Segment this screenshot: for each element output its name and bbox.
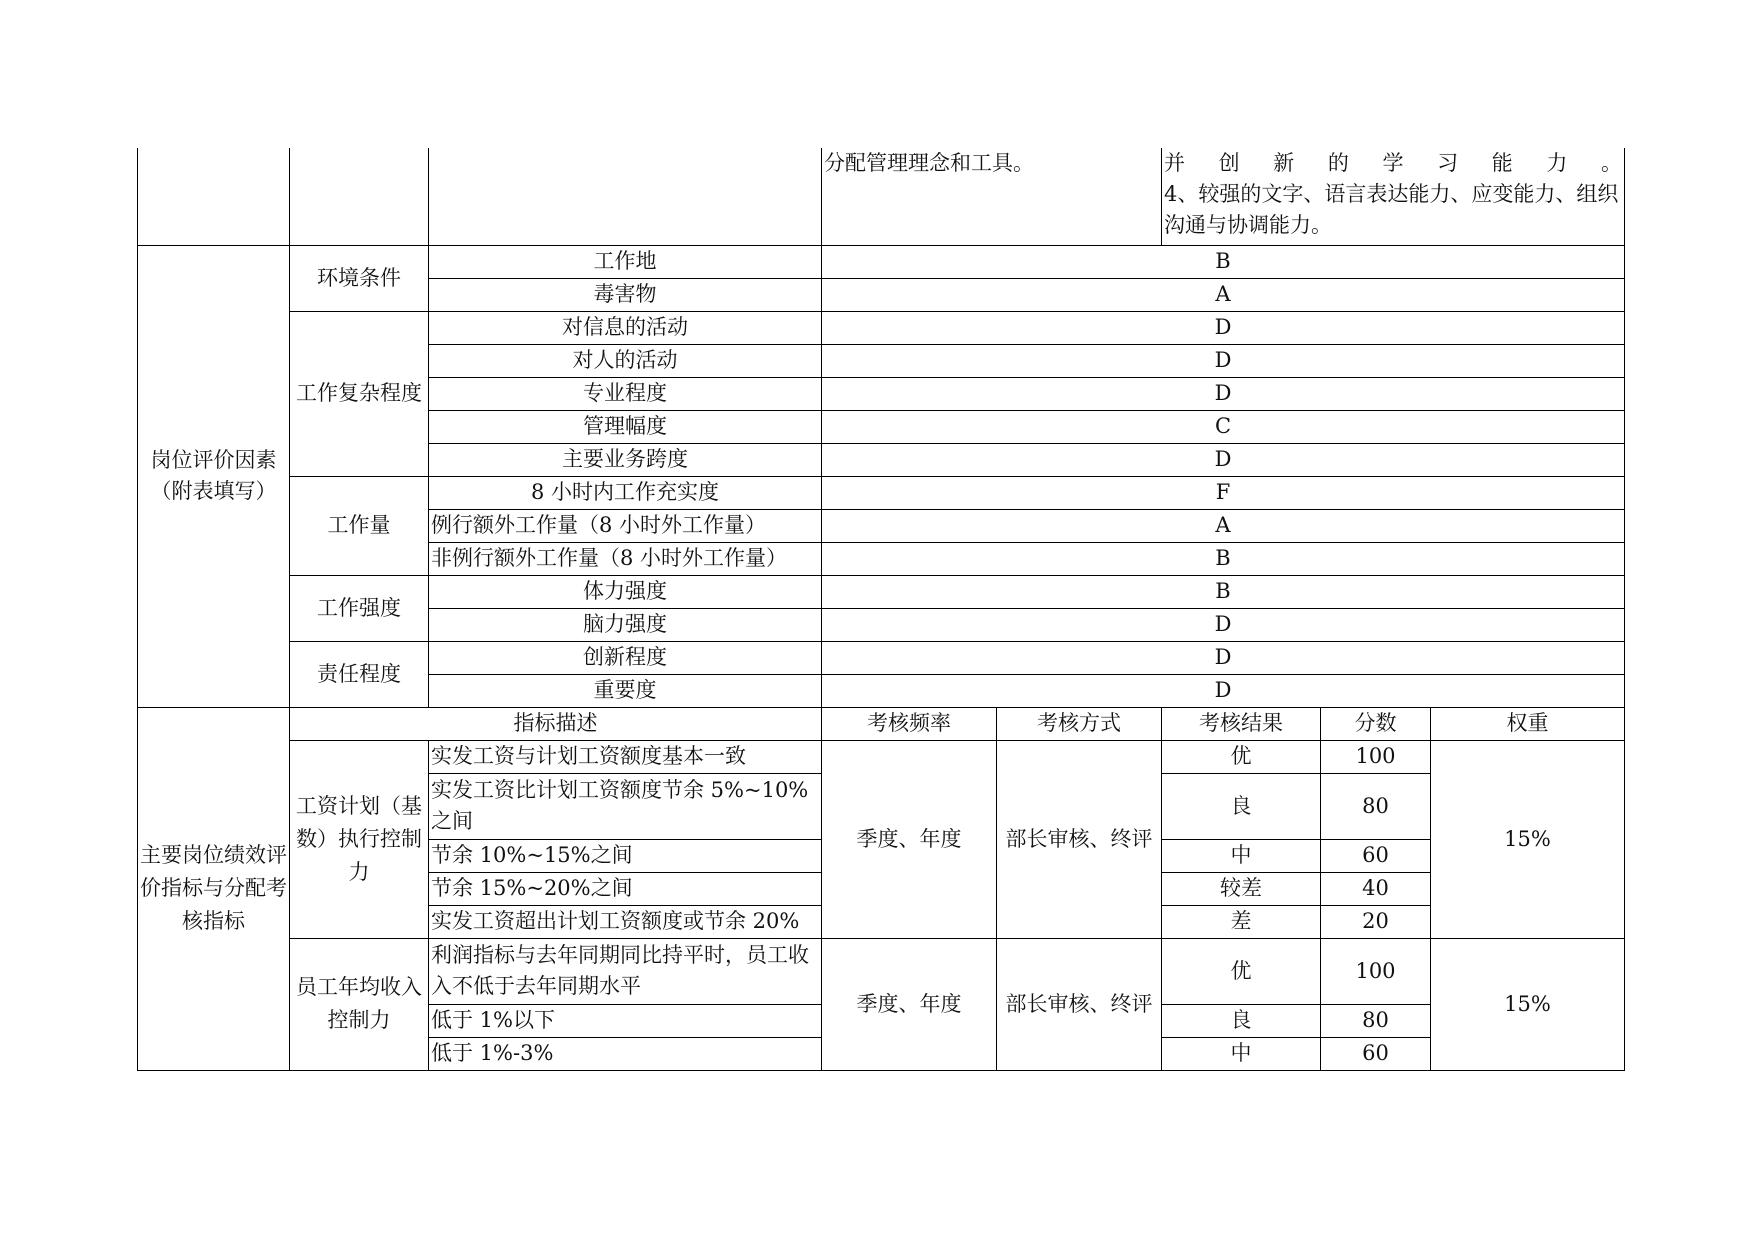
eval-factor-label: 例行额外工作量（8 小时外工作量） (429, 509, 822, 542)
kpi-desc: 实发工资与计划工资额度基本一致 (429, 740, 822, 773)
kpi-result: 优 (1162, 938, 1321, 1004)
kpi-method: 部长审核、终评 (997, 938, 1162, 1070)
eval-factor-grade: D (822, 443, 1625, 476)
kpi-score: 100 (1321, 740, 1431, 773)
kpi-desc: 低于 1%以下 (429, 1004, 822, 1037)
eval-row (138, 641, 1625, 674)
eval-row (138, 476, 1625, 509)
eval-factor-label: 毒害物 (429, 278, 822, 311)
eval-factor-grade: D (822, 311, 1625, 344)
eval-factor-label: 创新程度 (429, 641, 822, 674)
kpi-result: 良 (1162, 773, 1321, 839)
continuation-text-2: 4、较强的文字、语言表达能力、应变能力、组织沟通与协调能力。 (1164, 182, 1619, 237)
eval-factor-grade: D (822, 344, 1625, 377)
eval-factor-grade: B (822, 575, 1625, 608)
kpi-result: 优 (1162, 740, 1321, 773)
eval-row (138, 245, 1625, 278)
kpi-section-title: 主要岗位绩效评价指标与分配考核指标 (138, 707, 290, 1070)
continuation-row (138, 148, 1625, 245)
kpi-score: 100 (1321, 938, 1431, 1004)
kpi-indicator-name: 员工年均收入控制力 (290, 938, 429, 1070)
eval-factor-grade: D (822, 377, 1625, 410)
kpi-result: 中 (1162, 839, 1321, 872)
kpi-indicator-name: 工资计划（基数）执行控制力 (290, 740, 429, 938)
eval-factor-label: 专业程度 (429, 377, 822, 410)
kpi-desc: 节余 15%~20%之间 (429, 872, 822, 905)
eval-group-name: 工作强度 (290, 575, 429, 641)
continuation-cell-4: 分配管理理念和工具。 (822, 148, 1162, 245)
kpi-result: 差 (1162, 905, 1321, 938)
eval-factor-label: 体力强度 (429, 575, 822, 608)
kpi-weight: 15% (1431, 740, 1625, 938)
eval-factor-label: 主要业务跨度 (429, 443, 822, 476)
eval-factor-grade: D (822, 674, 1625, 707)
eval-factor-grade: D (822, 608, 1625, 641)
kpi-method: 部长审核、终评 (997, 740, 1162, 938)
eval-factor-label: 非例行额外工作量（8 小时外工作量） (429, 542, 822, 575)
eval-factor-grade: A (822, 278, 1625, 311)
kpi-freq: 季度、年度 (822, 740, 997, 938)
eval-group-name: 工作复杂程度 (290, 311, 429, 476)
eval-factor-label: 工作地 (429, 245, 822, 278)
continuation-cell-1 (138, 148, 290, 245)
kpi-header-result: 考核结果 (1162, 707, 1321, 740)
kpi-header-freq: 考核频率 (822, 707, 997, 740)
eval-row (138, 575, 1625, 608)
continuation-cell-2 (290, 148, 429, 245)
eval-row (138, 311, 1625, 344)
eval-factor-label: 对人的活动 (429, 344, 822, 377)
kpi-score: 80 (1321, 773, 1431, 839)
kpi-desc: 利润指标与去年同期同比持平时，员工收入不低于去年同期水平 (429, 938, 822, 1004)
kpi-desc: 低于 1%-3% (429, 1037, 822, 1070)
eval-factor-grade: B (822, 542, 1625, 575)
kpi-score: 40 (1321, 872, 1431, 905)
eval-factor-grade: C (822, 410, 1625, 443)
kpi-freq: 季度、年度 (822, 938, 997, 1070)
kpi-desc: 节余 10%~15%之间 (429, 839, 822, 872)
kpi-header-method: 考核方式 (997, 707, 1162, 740)
eval-group-name: 工作量 (290, 476, 429, 575)
kpi-header-desc: 指标描述 (290, 707, 822, 740)
kpi-score: 80 (1321, 1004, 1431, 1037)
kpi-score: 60 (1321, 839, 1431, 872)
kpi-result: 较差 (1162, 872, 1321, 905)
kpi-weight: 15% (1431, 938, 1625, 1070)
eval-factor-label: 管理幅度 (429, 410, 822, 443)
eval-factor-grade: A (822, 509, 1625, 542)
continuation-cell-5 (1162, 148, 1625, 245)
eval-factor-grade: B (822, 245, 1625, 278)
kpi-score: 60 (1321, 1037, 1431, 1070)
continuation-line-1: 并创新的学习能力。 (1164, 151, 1623, 175)
kpi-header-row (138, 707, 1625, 740)
kpi-score: 20 (1321, 905, 1431, 938)
eval-factor-label: 脑力强度 (429, 608, 822, 641)
eval-group-name: 责任程度 (290, 641, 429, 707)
kpi-desc: 实发工资比计划工资额度节余 5%~10%之间 (429, 773, 822, 839)
kpi-row (138, 740, 1625, 773)
eval-section-title: 岗位评价因素（附表填写） (138, 245, 290, 707)
kpi-result: 中 (1162, 1037, 1321, 1070)
kpi-result: 良 (1162, 1004, 1321, 1037)
eval-factor-label: 8 小时内工作充实度 (429, 476, 822, 509)
eval-factor-label: 重要度 (429, 674, 822, 707)
kpi-header-score: 分数 (1321, 707, 1431, 740)
eval-factor-label: 对信息的活动 (429, 311, 822, 344)
eval-group-name: 环境条件 (290, 245, 429, 311)
kpi-header-weight: 权重 (1431, 707, 1625, 740)
kpi-row (138, 938, 1625, 1004)
continuation-cell-3 (429, 148, 822, 245)
job-evaluation-table (137, 148, 1625, 1071)
kpi-desc: 实发工资超出计划工资额度或节余 20% (429, 905, 822, 938)
eval-factor-grade: D (822, 641, 1625, 674)
eval-factor-grade: F (822, 476, 1625, 509)
